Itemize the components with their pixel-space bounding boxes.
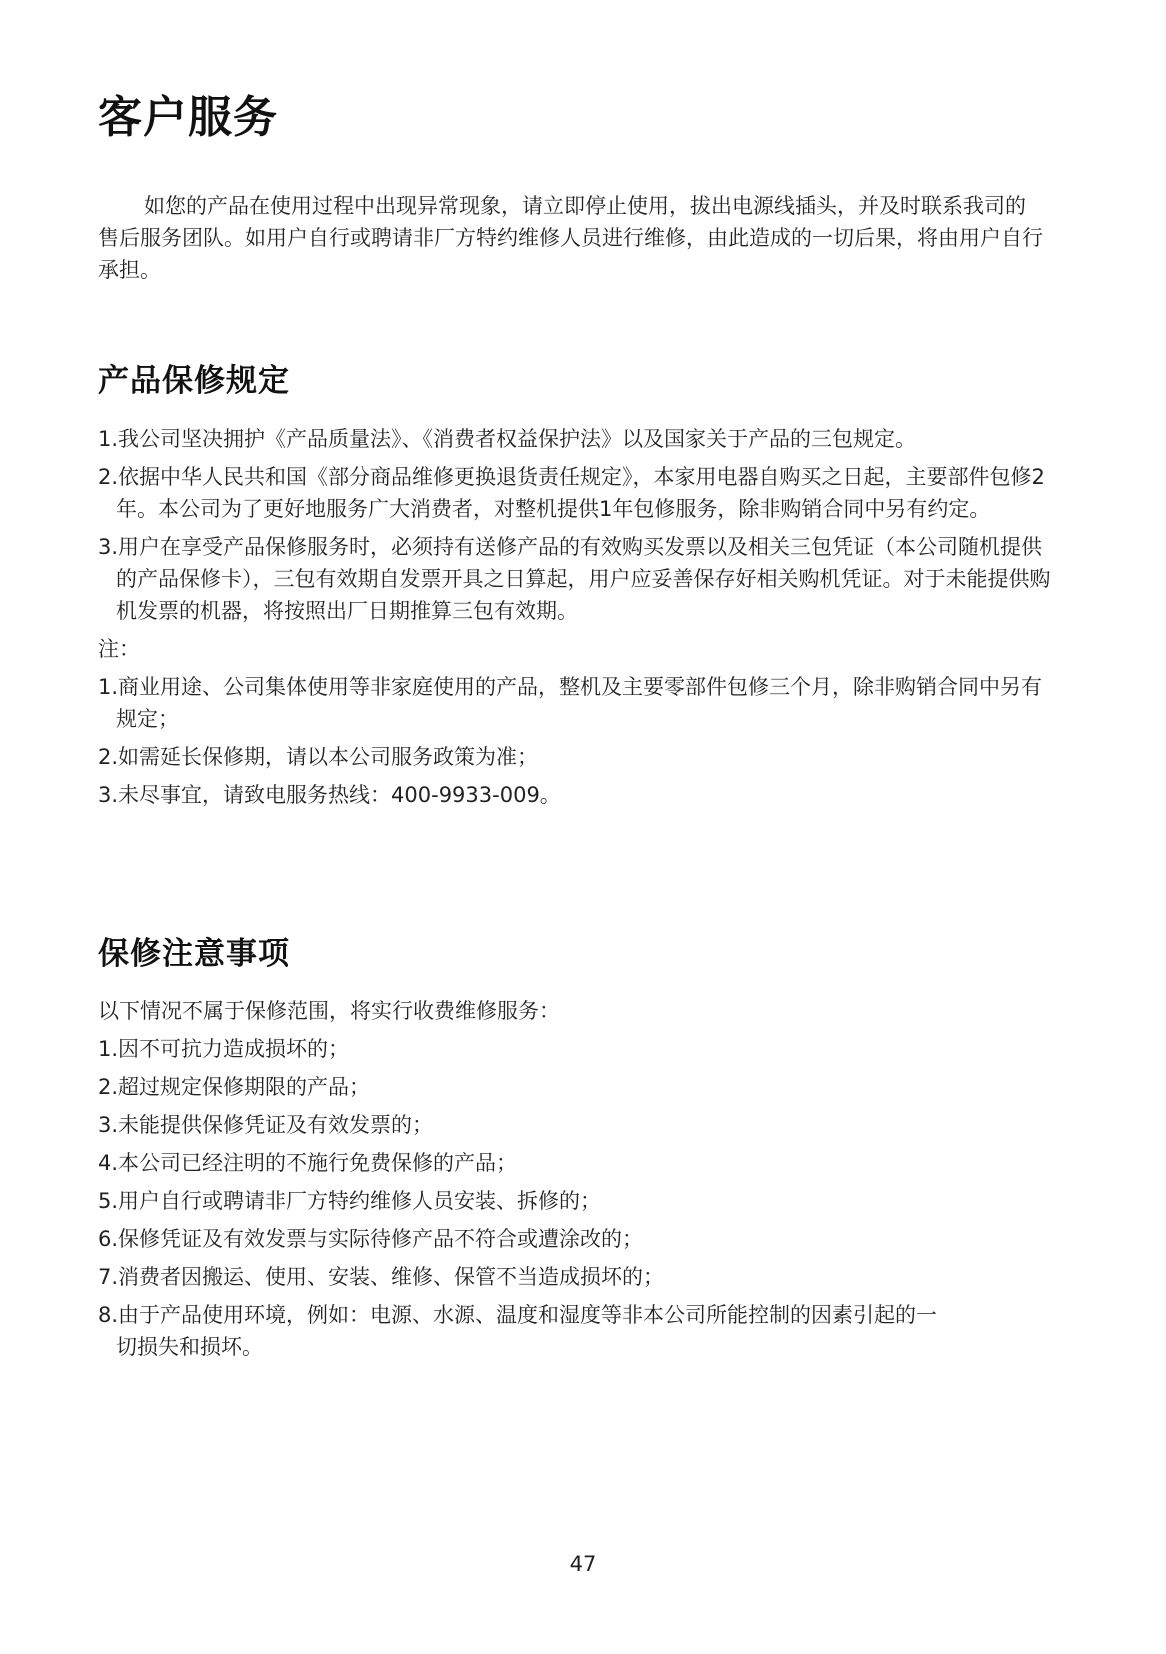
list-item: 1.因不可抗力造成损坏的； bbox=[98, 1037, 350, 1061]
warranty-notes-heading: 保修注意事项 bbox=[98, 936, 290, 972]
warranty-rules-heading: 产品保修规定 bbox=[98, 363, 290, 399]
list-item: 2.依据中华人民共和国《部分商品维修更换退货责任规定》，本家用电器自购买之日起，主要部件包修2年。本公司为了更好地服务广大消费者，对整机提供1年包修服务，除非购销合同中另有约定。 bbox=[98, 465, 1045, 521]
list-item: 3.未尽事宜，请致电服务热线：400-9933-009。 bbox=[98, 783, 561, 807]
list-item: 8.由于产品使用环境，例如：电源、水源、温度和湿度等非本公司所能控制的因素引起的一切损失和损坏。 bbox=[98, 1303, 938, 1359]
page-number: 47 bbox=[569, 1552, 597, 1576]
list-item: 6.保修凭证及有效发票与实际待修产品不符合或遭涂改的； bbox=[98, 1227, 644, 1251]
list-item: 7.消费者因搬运、使用、安装、维修、保管不当造成损坏的； bbox=[98, 1265, 665, 1289]
list-item: 3.用户在享受产品保修服务时，必须持有送修产品的有效购买发票以及相关三包凭证（本公司随机提供的产品保修卡），三包有效期自发票开具之日算起，用户应妥善保存好相关购机凭证。对于未能提供购机发票的机器，将按照出厂日期推算三包有效期。 bbox=[98, 535, 1051, 623]
list-item: 5.用户自行或聘请非厂方特约维修人员安装、拆修的； bbox=[98, 1189, 602, 1213]
list-intro: 以下情况不属于保修范围，将实行收费维修服务： bbox=[98, 999, 560, 1023]
warranty-notes-list bbox=[98, 995, 1058, 1369]
list-item: 1.我公司坚决拥护《产品质量法》、《消费者权益保护法》以及国家关于产品的三包规定。 bbox=[98, 427, 917, 451]
warranty-rules-list bbox=[98, 423, 1058, 817]
list-item: 2.超过规定保修期限的产品； bbox=[98, 1075, 371, 1099]
intro-paragraph: 如您的产品在使用过程中出现异常现象，请立即停止使用，拔出电源线插头，并及时联系我司的售后服务团队。如用户自行或聘请非厂方特约维修人员进行维修，由此造成的一切后果，将由用户自行承担。 bbox=[98, 194, 1043, 282]
note-label: 注： bbox=[98, 637, 140, 661]
list-item: 4.本公司已经注明的不施行免费保修的产品； bbox=[98, 1151, 518, 1175]
page-title: 客户服务 bbox=[98, 92, 278, 143]
list-item: 3.未能提供保修凭证及有效发票的； bbox=[98, 1113, 434, 1137]
list-item: 1.商业用途、公司集体使用等非家庭使用的产品，整机及主要零部件包修三个月，除非购销合同中另有规定； bbox=[98, 675, 1043, 731]
list-item: 2.如需延长保修期，请以本公司服务政策为准； bbox=[98, 745, 539, 769]
